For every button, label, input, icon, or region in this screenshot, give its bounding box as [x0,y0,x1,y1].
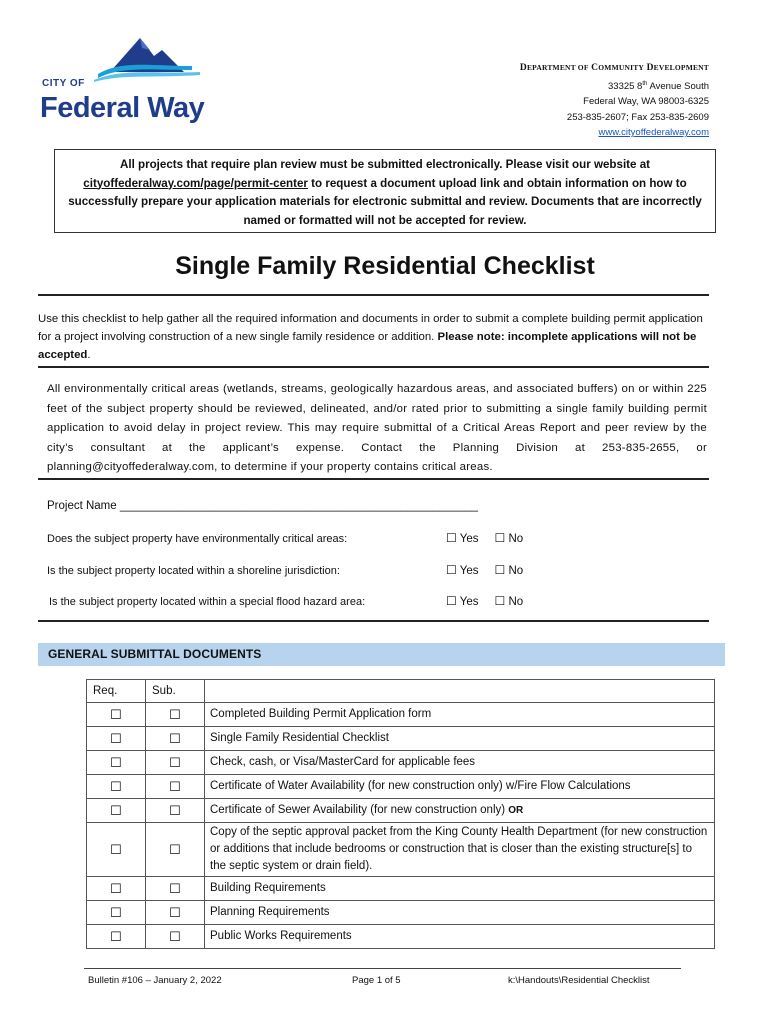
project-name-blank[interactable]: ________________________________________________________ [119,500,479,512]
footer-bulletin: Bulletin #106 – January 2, 2022 [88,975,222,986]
sub-checkbox[interactable]: ☐ [146,877,205,901]
req-checkbox[interactable]: ☐ [87,703,146,727]
project-name-label: Project Name [47,500,117,512]
col-item-header [205,680,715,703]
footer-page-number: Page 1 of 5 [352,975,401,986]
department-phone: 253-835-2607; Fax 253-835-2609 [566,111,709,123]
yes-label: Yes [459,533,479,545]
no-label: No [508,533,524,545]
table-row [87,703,715,727]
req-checkbox[interactable]: ☐ [87,727,146,751]
notice-line1: All projects that require plan review must be submitted electronically. Please visit our website at [119,158,651,171]
item-label: Single Family Residential Checklist [205,727,715,751]
department-address: 33325 8th Avenue South [608,80,709,92]
req-checkbox[interactable]: ☐ [87,799,146,823]
mountain-wave-icon [92,36,212,82]
department-name: DEPARTMENT OF COMMUNITY DEVELOPMENT [519,63,709,73]
req-checkbox[interactable]: ☐ [87,775,146,799]
req-checkbox[interactable]: ☐ [87,823,146,877]
answer-critical-areas [446,531,523,545]
table-row [87,877,715,901]
project-name-field[interactable] [47,500,478,512]
req-checkbox[interactable]: ☐ [87,751,146,775]
footer-path: k:\Handouts\Residential Checklist [508,975,650,986]
item-label: Check, cash, or Visa/MasterCard for applicable fees [205,751,715,775]
req-checkbox[interactable]: ☐ [87,925,146,949]
sub-checkbox[interactable]: ☐ [146,901,205,925]
item-label: Building Requirements [205,877,715,901]
sub-checkbox[interactable]: ☐ [146,775,205,799]
city-logo [40,36,220,128]
notice-rest: to request a document upload link and obtain information on how to successfully prepare your application materials for electronic submittal and review. Documents that are incorrectly named or formatted will not be accepted for review. [68,176,702,227]
submittal-documents-table [86,679,715,949]
intro-period: . [87,349,91,361]
question-flood-hazard: Is the subject property located within a special flood hazard area: [49,596,366,608]
sub-checkbox[interactable]: ☐ [146,727,205,751]
item-label-text: Certificate of Sewer Availability (for new construction only) [210,804,509,816]
yes-checkbox[interactable]: ☐ [446,563,457,577]
table-row [87,925,715,949]
logo-name: Federal Way [40,92,205,124]
item-label: Certificate of Water Availability (for new construction only) w/Fire Flow Calculations [205,775,715,799]
electronic-submittal-notice [54,149,716,233]
item-label: Planning Requirements [205,901,715,925]
sub-checkbox[interactable]: ☐ [146,751,205,775]
sub-checkbox[interactable]: ☐ [146,823,205,877]
yes-label: Yes [459,596,479,608]
table-row [87,799,715,823]
department-city: Federal Way, WA 98003-6325 [583,96,709,108]
questions-divider [38,620,709,622]
page-title: Single Family Residential Checklist [175,252,595,280]
no-checkbox[interactable]: ☐ [494,563,506,577]
item-label [205,799,715,823]
footer-divider [84,968,681,969]
general-submittal-header [38,643,725,666]
yes-label: Yes [459,565,479,577]
item-label: Copy of the septic approval packet from the King County Health Department (for new construction or additions that include bedrooms or construction that is closer than the existing structure[s] to the septic system or drain field). [205,823,715,877]
critical-divider [38,478,709,480]
table-row [87,823,715,877]
question-critical-areas: Does the subject property have environmentally critical areas: [47,533,348,545]
table-row [87,727,715,751]
table-row [87,901,715,925]
item-label: Completed Building Permit Application form [205,703,715,727]
table-row [87,751,715,775]
permit-center-link[interactable]: cityoffederalway.com/page/permit-center [83,176,308,190]
req-checkbox[interactable]: ☐ [87,877,146,901]
section-title: GENERAL SUBMITTAL DOCUMENTS [48,647,262,661]
yes-checkbox[interactable]: ☐ [446,531,457,545]
logo-city-of: CITY OF [42,78,85,89]
req-checkbox[interactable]: ☐ [87,901,146,925]
answer-flood-hazard [446,594,523,608]
table-row [87,775,715,799]
table-header-row [87,680,715,703]
no-label: No [508,596,524,608]
intro-note: Please note: incomplete applications will not be accepted [38,331,697,361]
intro-divider [38,366,709,368]
sub-checkbox[interactable]: ☐ [146,799,205,823]
sub-checkbox[interactable]: ☐ [146,703,205,727]
department-contact [520,60,709,141]
col-sub-header: Sub. [146,680,205,703]
no-checkbox[interactable]: ☐ [494,531,506,545]
department-website-link[interactable]: www.cityoffederalway.com [598,127,709,139]
intro-text: Use this checklist to help gather all the required information and documents in order to submit a complete building permit application for a project involving construction of a new single family residence or addition. [38,313,703,343]
critical-areas-paragraph: All environmentally critical areas (wetlands, streams, geologically hazardous areas, and associated buffers) on or within 225 feet of the subject property should be reviewed, delineated, and/or rated prior to submitting a single family building permit application to avoid delay in project review. This may require submittal of a Critical Areas Report and peer review by the city’s consultant at the applicant’s expense. Contact the Planning Division at 253-835-2655, or planning@cityoffederalway.com, to determine if your property contains critical areas. [47,383,707,473]
question-shoreline: Is the subject property located within a shoreline jurisdiction: [47,565,340,577]
item-label: Public Works Requirements [205,925,715,949]
intro-paragraph [38,310,718,364]
answer-shoreline [446,563,523,577]
yes-checkbox[interactable]: ☐ [446,594,457,608]
title-divider [38,294,709,296]
sub-checkbox[interactable]: ☐ [146,925,205,949]
or-label: OR [508,805,524,816]
no-checkbox[interactable]: ☐ [494,594,506,608]
col-req-header: Req. [87,680,146,703]
no-label: No [508,565,524,577]
